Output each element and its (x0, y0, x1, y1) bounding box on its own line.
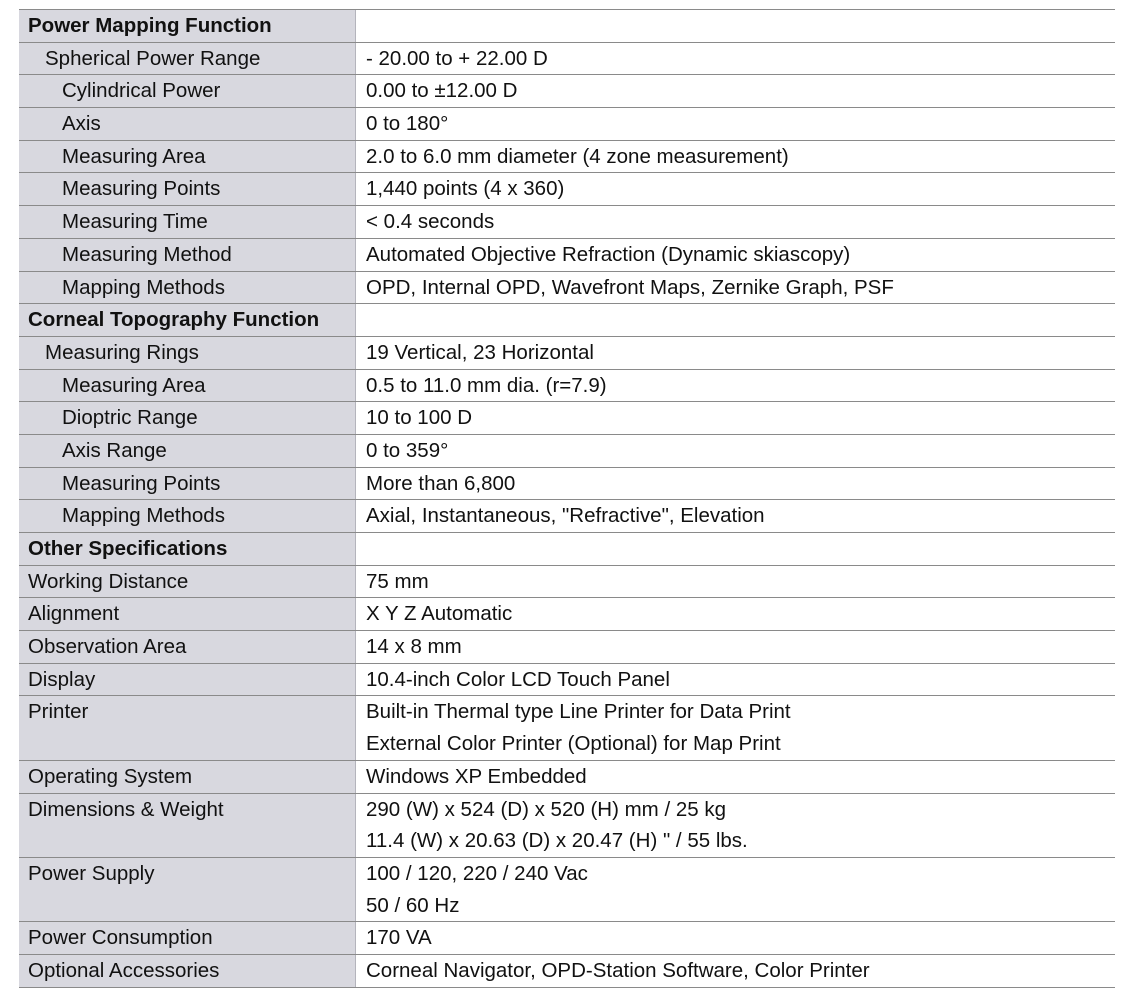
spec-label-cell (19, 272, 356, 304)
spec-label: Printer (28, 700, 89, 724)
spec-label-cell (19, 566, 356, 598)
spec-value: 0.5 to 11.0 mm dia. (r=7.9) (366, 373, 607, 397)
section-value-cell (356, 10, 1115, 42)
spec-label-cell (19, 206, 356, 238)
spec-value-cell (356, 696, 1115, 759)
spec-value: 19 Vertical, 23 Horizontal (366, 340, 594, 364)
spec-value: Axial, Instantaneous, "Refractive", Elevation (366, 504, 765, 528)
spec-label: Alignment (28, 602, 120, 626)
spec-value: 1,440 points (4 x 360) (366, 177, 565, 201)
spec-value: 0 to 359° (366, 438, 449, 462)
spec-label: Cylindrical Power (62, 79, 221, 103)
spec-row (19, 173, 1115, 206)
spec-value: More than 6,800 (366, 471, 516, 495)
section-header (19, 9, 1115, 43)
spec-label-cell (19, 173, 356, 205)
spec-value: 10 to 100 D (366, 406, 472, 430)
empty-value-line (366, 10, 1115, 42)
spec-value: Windows XP Embedded (366, 764, 587, 788)
spec-label-cell (19, 696, 356, 759)
spec-label: Power Consumption (28, 926, 213, 950)
spec-value: 170 VA (366, 926, 432, 950)
spec-label: Observation Area (28, 635, 187, 659)
spec-label: Measuring Area (62, 373, 206, 397)
spec-value-cell (356, 402, 1115, 434)
spec-row (19, 566, 1115, 599)
spec-label-cell (19, 761, 356, 793)
spec-value-cell (356, 75, 1115, 107)
spec-value-cell (356, 761, 1115, 793)
spec-value: < 0.4 seconds (366, 210, 495, 234)
spec-label-cell (19, 598, 356, 630)
section-title-cell (19, 10, 356, 42)
spec-value: 10.4-inch Color LCD Touch Panel (366, 667, 670, 691)
spec-value-cell (356, 598, 1115, 630)
spec-value-cell (356, 206, 1115, 238)
spec-label: Measuring Area (62, 144, 206, 168)
section-value-cell (356, 533, 1115, 565)
spec-label: Axis Range (62, 438, 167, 462)
spec-value: 50 / 60 Hz (366, 893, 460, 917)
spec-row (19, 108, 1115, 141)
spec-row (19, 272, 1115, 305)
spec-row (19, 75, 1115, 108)
spec-value: 11.4 (W) x 20.63 (D) x 20.47 (H) " / 55 lbs. (366, 829, 748, 853)
spec-row (19, 761, 1115, 794)
spec-row (19, 631, 1115, 664)
spec-label-cell (19, 43, 356, 75)
spec-label: Measuring Method (62, 242, 232, 266)
spec-row (19, 337, 1115, 370)
spec-value-cell (356, 239, 1115, 271)
spec-value: - 20.00 to + 22.00 D (366, 46, 548, 70)
empty-value-line (366, 533, 1115, 565)
spec-label: Power Supply (28, 861, 155, 885)
spec-value: Corneal Navigator, OPD-Station Software, Color Printer (366, 958, 870, 982)
section-title: Other Specifications (28, 537, 228, 560)
spec-label: Dioptric Range (62, 406, 198, 430)
spec-label-cell (19, 631, 356, 663)
empty-value-line (366, 304, 1115, 336)
spec-label: Dimensions & Weight (28, 797, 224, 821)
section-header (19, 304, 1115, 337)
spec-row (19, 598, 1115, 631)
spec-value-cell (356, 141, 1115, 173)
spec-value-cell (356, 500, 1115, 532)
spec-value: 290 (W) x 524 (D) x 520 (H) mm / 25 kg (366, 797, 726, 821)
spec-label-cell (19, 858, 356, 921)
spec-value: 0 to 180° (366, 112, 449, 136)
spec-value: Automated Objective Refraction (Dynamic skiascopy) (366, 242, 851, 266)
section-value-cell (356, 304, 1115, 336)
spec-row (19, 858, 1115, 922)
spec-row (19, 696, 1115, 760)
spec-value: Built-in Thermal type Line Printer for Data Print (366, 700, 791, 724)
spec-label-cell (19, 402, 356, 434)
spec-value: 14 x 8 mm (366, 635, 462, 659)
spec-value-cell (356, 173, 1115, 205)
spec-label: Mapping Methods (62, 275, 225, 299)
spec-label: Mapping Methods (62, 504, 225, 528)
spec-row (19, 955, 1115, 988)
spec-label-cell (19, 955, 356, 987)
spec-label: Axis (62, 112, 101, 136)
spec-table (19, 9, 1115, 988)
spec-label-cell (19, 922, 356, 954)
spec-value-cell (356, 566, 1115, 598)
spec-label-cell (19, 370, 356, 402)
spec-row (19, 435, 1115, 468)
spec-value-cell (356, 272, 1115, 304)
spec-value: 0.00 to ±12.00 D (366, 79, 518, 103)
spec-label: Operating System (28, 764, 193, 788)
spec-value: External Color Printer (Optional) for Map Print (366, 732, 781, 756)
spec-label-cell (19, 435, 356, 467)
spec-value: X Y Z Automatic (366, 602, 513, 626)
spec-row (19, 468, 1115, 501)
spec-value-cell (356, 858, 1115, 921)
spec-label-cell (19, 500, 356, 532)
spec-label: Measuring Points (62, 177, 221, 201)
spec-value-cell (356, 664, 1115, 696)
spec-row (19, 239, 1115, 272)
spec-value-cell (356, 955, 1115, 987)
section-title: Power Mapping Function (28, 14, 272, 37)
spec-label-cell (19, 141, 356, 173)
spec-label-cell (19, 337, 356, 369)
section-header (19, 533, 1115, 566)
spec-row (19, 794, 1115, 858)
spec-row (19, 664, 1115, 697)
spec-value-cell (356, 631, 1115, 663)
spec-value: 75 mm (366, 569, 429, 593)
spec-row (19, 370, 1115, 403)
spec-label: Working Distance (28, 569, 189, 593)
spec-label-cell (19, 75, 356, 107)
spec-label: Measuring Time (62, 210, 208, 234)
section-title-cell (19, 304, 356, 336)
spec-value-cell (356, 794, 1115, 857)
spec-row (19, 922, 1115, 955)
spec-value-cell (356, 468, 1115, 500)
spec-label-cell (19, 664, 356, 696)
spec-label-cell (19, 794, 356, 857)
spec-row (19, 43, 1115, 76)
spec-value: OPD, Internal OPD, Wavefront Maps, Zernike Graph, PSF (366, 275, 894, 299)
spec-value-cell (356, 108, 1115, 140)
section-title: Corneal Topography Function (28, 308, 320, 332)
spec-value-cell (356, 435, 1115, 467)
spec-value-cell (356, 370, 1115, 402)
spec-row (19, 402, 1115, 435)
spec-label: Display (28, 667, 96, 691)
spec-row (19, 206, 1115, 239)
spec-label: Optional Accessories (28, 958, 220, 982)
spec-row (19, 500, 1115, 533)
spec-row (19, 141, 1115, 174)
spec-label: Measuring Points (62, 471, 221, 495)
spec-label: Measuring Rings (45, 340, 199, 364)
spec-value: 2.0 to 6.0 mm diameter (4 zone measurement) (366, 144, 789, 168)
spec-label-cell (19, 108, 356, 140)
spec-value-cell (356, 337, 1115, 369)
spec-value-cell (356, 43, 1115, 75)
spec-value: 100 / 120, 220 / 240 Vac (366, 861, 588, 885)
spec-label: Spherical Power Range (45, 46, 261, 70)
spec-label-cell (19, 239, 356, 271)
spec-value-cell (356, 922, 1115, 954)
section-title-cell (19, 533, 356, 565)
spec-label-cell (19, 468, 356, 500)
